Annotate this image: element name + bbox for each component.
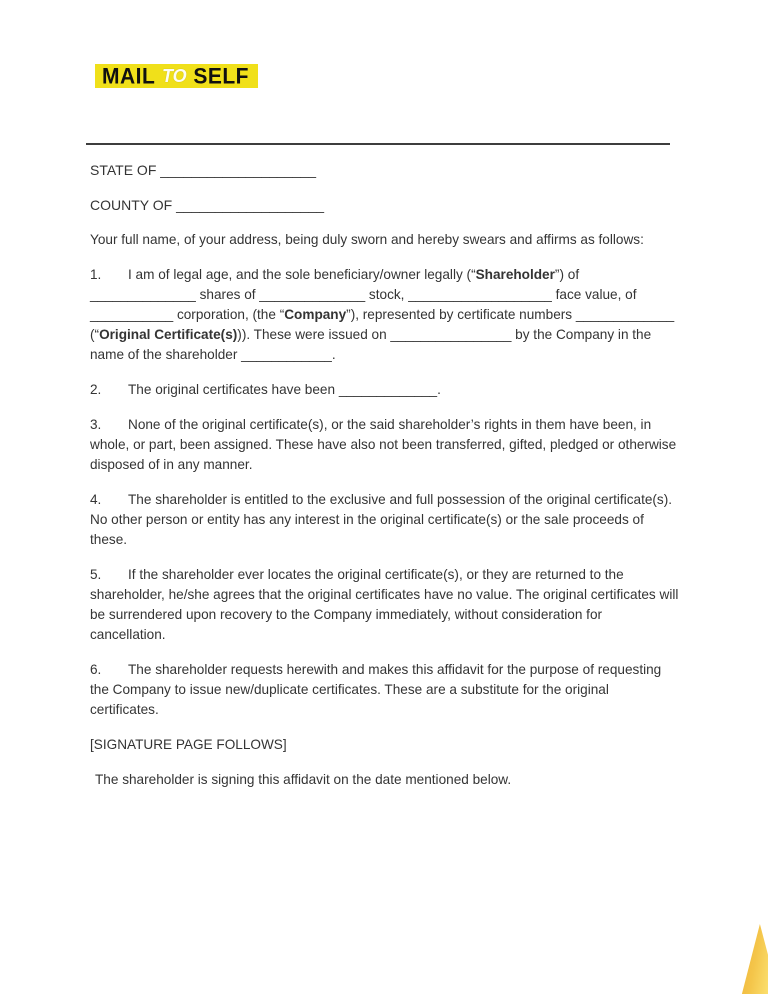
item-text: I am of legal age, and the sole beneficiary/owner legally (“Shareholder”) of ______________ shares of ______________ stock, ___________________ face value, of ___________ corporation, (the “Company”), represented by certificate numbers _____________ (“Original Certificate(s))). These were issued on ________________ by the Company in the name of the shareholder ____________. <box>90 267 675 362</box>
mail-to-self-logo <box>95 64 258 88</box>
item-number: 5. <box>90 567 102 582</box>
item-text: If the shareholder ever locates the original certificate(s), or they are returned to the shareholder, he/she agrees that the original certificates have no value. The original certificates will be surrendered upon recovery to the Company immediately, without consideration for cancellation. <box>90 567 679 642</box>
item-number: 4. <box>90 492 102 507</box>
affidavit-item-1 <box>90 265 680 365</box>
item-text: The original certificates have been _____________. <box>128 382 441 397</box>
item-text: None of the original certificate(s), or the said shareholder’s rights in them have been, in whole, or part, been assigned. These have also not been transferred, gifted, pledged or otherwise disposed of in any manner. <box>90 417 677 472</box>
item-text: The shareholder is entitled to the exclusive and full possession of the original certificate(s). No other person or entity has any interest in the original certificate(s) or the sale proceeds of these. <box>90 492 673 547</box>
state-of-line: STATE OF ____________________ <box>90 162 316 178</box>
closing-line: The shareholder is signing this affidavit on the date mentioned below. <box>95 772 512 787</box>
logo-word-self: SELF <box>193 63 249 89</box>
document-body <box>90 160 680 805</box>
item-text: The shareholder requests herewith and makes this affidavit for the purpose of requesting the Company to issue new/duplicate certificates. These are a substitute for the original certificates. <box>90 662 662 717</box>
item-number: 3. <box>90 417 102 432</box>
signature-page-note: [SIGNATURE PAGE FOLLOWS] <box>90 737 287 752</box>
affidavit-item-5 <box>90 565 680 645</box>
affidavit-item-4 <box>90 490 680 550</box>
header-divider <box>86 143 670 145</box>
affidavit-item-3 <box>90 415 680 475</box>
affidavit-item-2 <box>90 380 680 400</box>
corner-ribbon-decoration <box>738 924 768 994</box>
logo-word-to: TO <box>161 66 187 86</box>
county-of-line: COUNTY OF ___________________ <box>90 197 325 213</box>
logo-word-mail: MAIL <box>102 63 156 89</box>
intro-paragraph: Your full name, of your address, being duly sworn and hereby swears and affirms as follows: <box>90 232 644 247</box>
item-number: 6. <box>90 662 102 677</box>
affidavit-item-6 <box>90 660 680 720</box>
item-number: 1. <box>90 267 102 282</box>
item-number: 2. <box>90 382 102 397</box>
